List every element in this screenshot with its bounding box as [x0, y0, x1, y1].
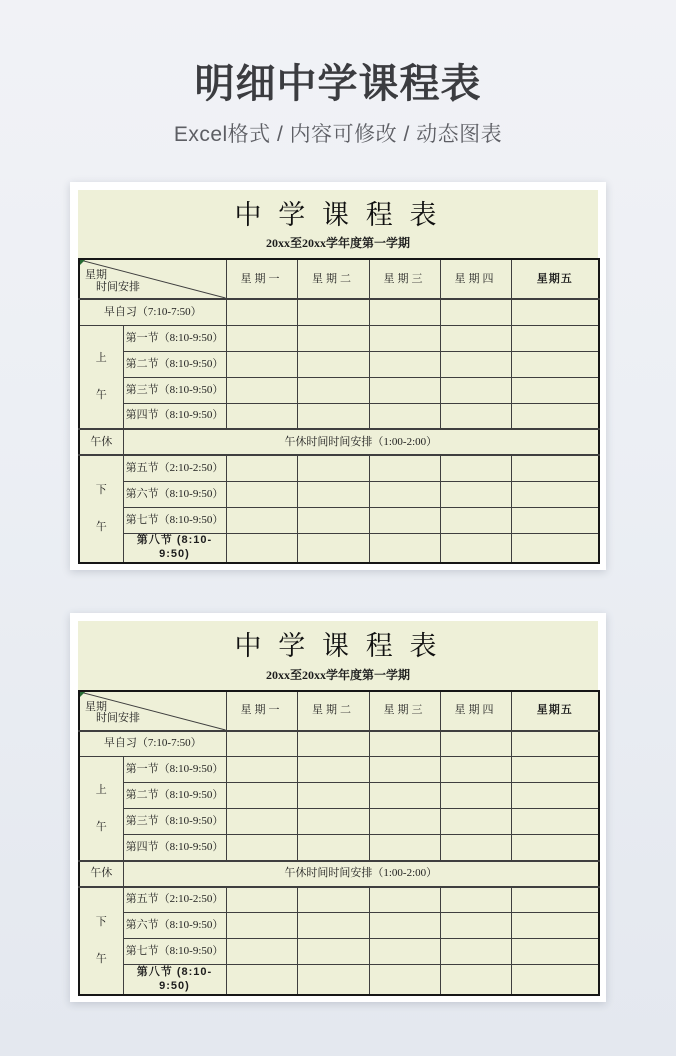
period-label-cell: 第一节（8:10-9:50）	[123, 757, 226, 783]
day-header-cell: 星期三	[369, 691, 440, 731]
schedule-cell	[511, 351, 599, 377]
schedule-cell	[226, 887, 297, 913]
schedule-cell	[369, 377, 440, 403]
period-label-cell: 第七节（8:10-9:50）	[123, 939, 226, 965]
schedule-cell	[440, 325, 511, 351]
schedule-cell	[511, 455, 599, 481]
schedule-cell	[511, 533, 599, 563]
schedule-cell	[440, 731, 511, 757]
sheet-subtitle: 20xx至20xx学年度第一学期	[265, 236, 410, 251]
schedule-cell	[440, 965, 511, 995]
schedule-cell	[297, 533, 369, 563]
schedule-cell	[226, 913, 297, 939]
sheet-title: 中 学 课 程 表	[234, 631, 442, 662]
session-label-char: 下	[95, 915, 107, 928]
period-label-cell: 第三节（8:10-9:50）	[123, 377, 226, 403]
schedule-cell	[369, 325, 440, 351]
noon-label-cell: 午休	[79, 429, 123, 455]
session-label-char: 午	[95, 820, 107, 833]
schedule-cell	[297, 757, 369, 783]
schedule-cell	[297, 507, 369, 533]
schedule-cell	[511, 835, 599, 861]
schedule-cell	[297, 403, 369, 429]
schedule-cell	[297, 783, 369, 809]
schedule-cell	[511, 377, 599, 403]
schedule-cell	[226, 965, 297, 995]
schedule-cell	[297, 481, 369, 507]
period-label-cell: 第二节（8:10-9:50）	[123, 783, 226, 809]
day-header-cell: 星期四	[440, 259, 511, 299]
schedule-cell	[297, 835, 369, 861]
corner-top-label: 星期	[85, 700, 107, 713]
schedule-cell	[511, 403, 599, 429]
schedule-cell	[511, 325, 599, 351]
timetable-table	[78, 258, 600, 564]
noon-label-cell: 午休	[79, 861, 123, 887]
schedule-cell	[226, 757, 297, 783]
period-label-cell: 第三节（8:10-9:50）	[123, 809, 226, 835]
corner-bottom-label: 时间安排	[96, 280, 140, 293]
schedule-cell	[440, 507, 511, 533]
excel-green-marker-icon	[80, 692, 85, 697]
schedule-cell	[511, 507, 599, 533]
schedule-cell	[226, 783, 297, 809]
session-label-char: 上	[95, 783, 107, 796]
schedule-cell	[369, 887, 440, 913]
schedule-cell	[226, 481, 297, 507]
corner-bottom-label: 时间安排	[96, 712, 140, 725]
schedule-cell	[369, 299, 440, 325]
schedule-cell	[297, 299, 369, 325]
day-header-cell: 星期五	[511, 259, 599, 299]
schedule-cell	[369, 939, 440, 965]
schedule-cell	[440, 783, 511, 809]
schedule-cell	[369, 835, 440, 861]
session-label-char: 上	[95, 352, 107, 365]
schedule-cell	[511, 757, 599, 783]
schedule-cell	[440, 913, 511, 939]
period-label-cell: 第二节（8:10-9:50）	[123, 351, 226, 377]
page-title: 明细中学课程表	[194, 62, 482, 106]
period-label-cell: 第四节（8:10-9:50）	[123, 835, 226, 861]
schedule-cell	[369, 351, 440, 377]
schedule-cell	[369, 809, 440, 835]
schedule-cell	[440, 809, 511, 835]
schedule-cell	[511, 809, 599, 835]
schedule-cell	[297, 731, 369, 757]
schedule-cell	[511, 939, 599, 965]
schedule-cell	[369, 783, 440, 809]
schedule-cell	[440, 481, 511, 507]
schedule-cell	[226, 455, 297, 481]
schedule-cell	[297, 809, 369, 835]
day-header-cell: 星期二	[297, 259, 369, 299]
schedule-cell	[440, 835, 511, 861]
schedule-cell	[369, 913, 440, 939]
day-header-cell: 星期一	[226, 691, 297, 731]
schedule-cell	[511, 887, 599, 913]
template-card-1[interactable]	[70, 182, 606, 570]
period-label-cell: 第五节（2:10-2:50）	[123, 455, 226, 481]
schedule-cell	[226, 939, 297, 965]
session-label-char: 午	[95, 389, 107, 402]
schedule-cell	[369, 757, 440, 783]
period-label-cell: 第一节（8:10-9:50）	[123, 325, 226, 351]
schedule-cell	[297, 965, 369, 995]
schedule-cell	[440, 455, 511, 481]
schedule-cell	[297, 455, 369, 481]
schedule-cell	[511, 299, 599, 325]
schedule-cell	[297, 939, 369, 965]
day-header-cell: 星期二	[297, 691, 369, 731]
period-label-cell: 第四节（8:10-9:50）	[123, 403, 226, 429]
schedule-cell	[297, 887, 369, 913]
schedule-cell	[440, 533, 511, 563]
schedule-cell	[226, 325, 297, 351]
template-card-2[interactable]	[70, 613, 606, 1001]
schedule-cell	[226, 377, 297, 403]
corner-top-label: 星期	[85, 269, 107, 282]
schedule-cell	[226, 835, 297, 861]
schedule-cell	[440, 377, 511, 403]
schedule-cell	[440, 939, 511, 965]
period-label-cell: 第八节 (8:10-9:50)	[123, 965, 226, 995]
schedule-cell	[226, 809, 297, 835]
session-label-cell	[79, 455, 123, 563]
sheet-title: 中 学 课 程 表	[234, 200, 442, 230]
schedule-cell	[297, 913, 369, 939]
session-label-cell	[79, 757, 123, 861]
schedule-cell	[226, 351, 297, 377]
schedule-cell	[226, 533, 297, 563]
schedule-cell	[369, 965, 440, 995]
session-label-char: 午	[95, 521, 107, 534]
schedule-cell	[369, 403, 440, 429]
schedule-cell	[369, 731, 440, 757]
schedule-cell	[511, 731, 599, 757]
session-label-char: 下	[95, 484, 107, 497]
page-header	[0, 0, 676, 148]
self-study-label-cell: 早自习（7:10-7:50）	[79, 731, 226, 757]
schedule-cell	[511, 481, 599, 507]
schedule-cell	[226, 507, 297, 533]
sheet-preview	[78, 621, 598, 995]
schedule-cell	[297, 325, 369, 351]
noon-text-cell: 午休时间时间安排（1:00-2:00）	[123, 861, 599, 887]
schedule-cell	[440, 351, 511, 377]
period-label-cell: 第七节（8:10-9:50）	[123, 507, 226, 533]
sheet-preview	[78, 190, 598, 564]
schedule-cell	[440, 887, 511, 913]
day-header-cell: 星期一	[226, 259, 297, 299]
period-label-cell: 第八节 (8:10-9:50)	[123, 533, 226, 563]
page-subtitle: Excel格式 / 内容可修改 / 动态图表	[173, 123, 503, 146]
day-header-cell: 星期四	[440, 691, 511, 731]
period-label-cell: 第五节（2:10-2:50）	[123, 887, 226, 913]
corner-cell	[79, 259, 226, 299]
schedule-cell	[226, 731, 297, 757]
corner-cell	[79, 691, 226, 731]
timetable-table	[78, 690, 600, 996]
schedule-cell	[369, 455, 440, 481]
schedule-cell	[369, 533, 440, 563]
day-header-cell: 星期五	[511, 691, 599, 731]
schedule-cell	[440, 299, 511, 325]
day-header-cell: 星期三	[369, 259, 440, 299]
noon-text-cell: 午休时间时间安排（1:00-2:00）	[123, 429, 599, 455]
period-label-cell: 第六节（8:10-9:50）	[123, 481, 226, 507]
session-label-cell	[79, 887, 123, 995]
session-label-char: 午	[95, 952, 107, 965]
schedule-cell	[511, 965, 599, 995]
schedule-cell	[226, 299, 297, 325]
period-label-cell: 第六节（8:10-9:50）	[123, 913, 226, 939]
schedule-cell	[440, 403, 511, 429]
session-label-cell	[79, 325, 123, 429]
schedule-cell	[369, 481, 440, 507]
schedule-cell	[297, 377, 369, 403]
sheet-subtitle: 20xx至20xx学年度第一学期	[265, 667, 410, 682]
schedule-cell	[297, 351, 369, 377]
schedule-cell	[226, 403, 297, 429]
schedule-cell	[440, 757, 511, 783]
schedule-cell	[369, 507, 440, 533]
self-study-label-cell: 早自习（7:10-7:50）	[79, 299, 226, 325]
schedule-cell	[511, 783, 599, 809]
excel-green-marker-icon	[80, 260, 85, 265]
schedule-cell	[511, 913, 599, 939]
